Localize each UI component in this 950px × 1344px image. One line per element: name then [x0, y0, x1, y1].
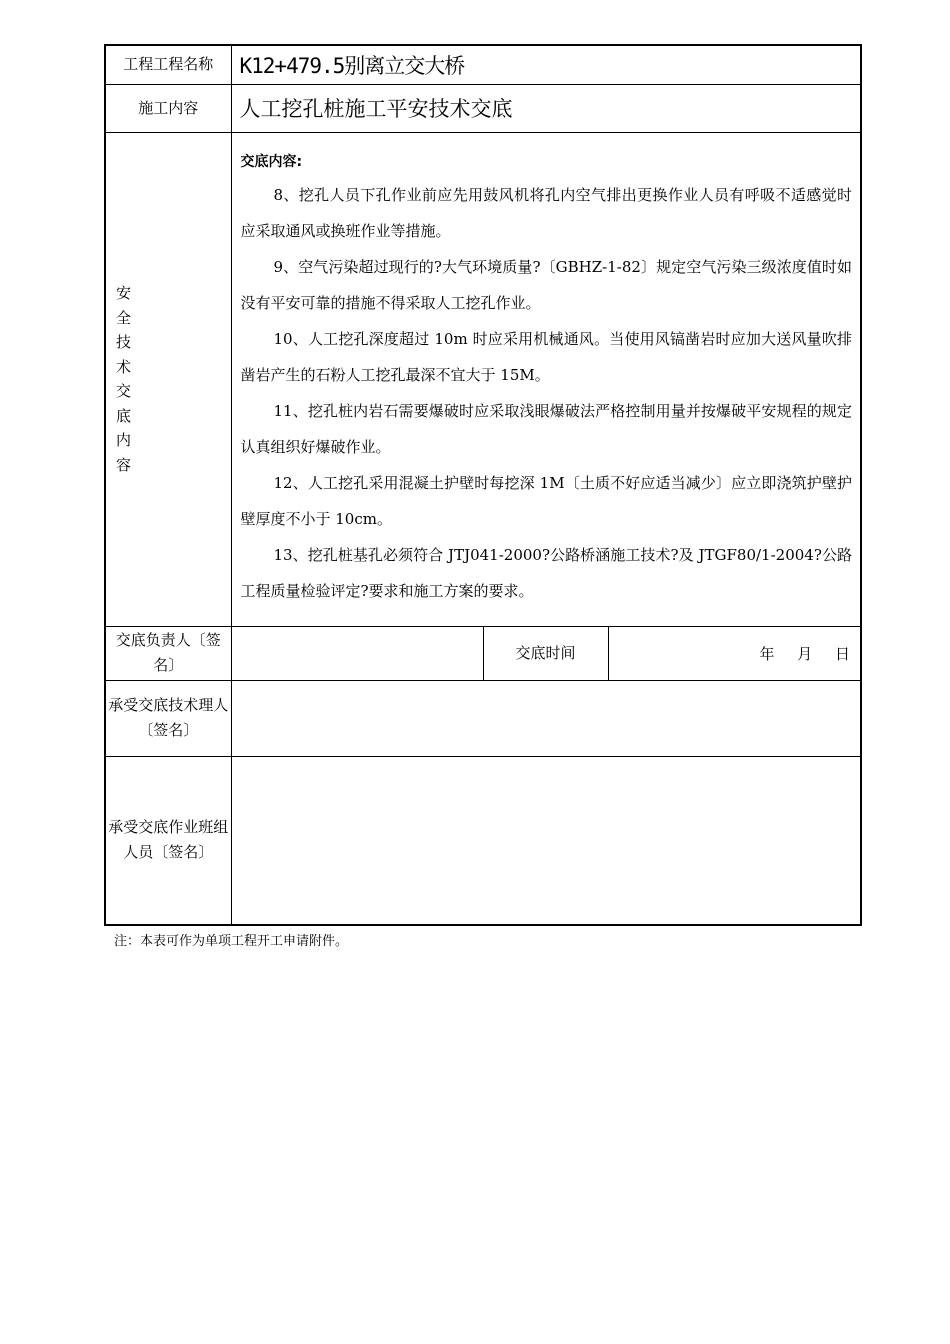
crew-recipient-signature-field[interactable]: [231, 756, 861, 925]
side-label-char: 交: [116, 382, 132, 400]
crew-recipient-label: 承受交底作业班组人员〔签名〕: [105, 756, 231, 925]
side-label-char: 全: [116, 308, 132, 327]
tech-recipient-label: 承受交底技术理人〔签名〕: [105, 680, 231, 756]
side-label-char: 安: [116, 284, 132, 302]
briefing-date-field[interactable]: 年 月 日: [608, 626, 861, 680]
project-name-label: 工程工程名称: [105, 45, 231, 84]
footnote: 注：本表可作为单项工程开工申请附件。: [114, 934, 349, 949]
content-item: 13、挖孔桩基孔必须符合 JTJ041-2000?公路桥涵施工技术?及 JTGF80/1-2004?公路工程质量检验评定?要求和施工方案的要求。: [240, 545, 853, 600]
side-label-char: 内: [116, 431, 132, 449]
content-heading: 交底内容:: [240, 153, 303, 170]
safety-briefing-form: [104, 44, 862, 926]
safety-content-side-label: [105, 132, 231, 626]
content-item: 11、挖孔桩内岩石需要爆破时应采取浅眼爆破法严格控制用量并按爆破平安规程的规定认真组织好爆破作业。: [240, 401, 853, 456]
briefing-time-label: 交底时间: [483, 626, 608, 680]
content-item: 9、空气污染超过现行的?大气环境质量?〔GBHZ-1-82〕规定空气污染三级浓度值时如没有平安可靠的措施不得采取人工挖孔作业。: [240, 257, 853, 312]
side-label-char: 容: [116, 455, 132, 474]
content-item: 10、人工挖孔深度超过 10m 时应采用机械通风。当使用风镐凿岩时应加大送风量吹排凿岩产生的石粉人工挖孔最深不宜大于 15M。: [240, 329, 853, 384]
project-name-value: K12+479.5别离立交大桥: [231, 45, 861, 84]
side-label-char: 术: [116, 357, 132, 376]
responsible-person-label: 交底负责人〔签名〕: [105, 626, 231, 680]
construction-content-value: 人工挖孔桩施工平安技术交底: [231, 84, 861, 132]
content-item: 12、人工挖孔采用混凝土护壁时每挖深 1M〔土质不好应适当减少〕应立即浇筑护壁护壁厚度不小于 10cm。: [240, 473, 853, 528]
side-label-char: 底: [116, 406, 132, 425]
responsible-person-signature-field[interactable]: [231, 626, 483, 680]
safety-content-body: [231, 132, 861, 626]
construction-content-label: 施工内容: [105, 84, 231, 132]
side-label-char: 技: [116, 333, 132, 351]
content-item: 8、挖孔人员下孔作业前应先用鼓风机将孔内空气排出更换作业人员有呼吸不适感觉时应采取通风或换班作业等措施。: [240, 185, 853, 240]
tech-recipient-signature-field[interactable]: [231, 680, 861, 756]
